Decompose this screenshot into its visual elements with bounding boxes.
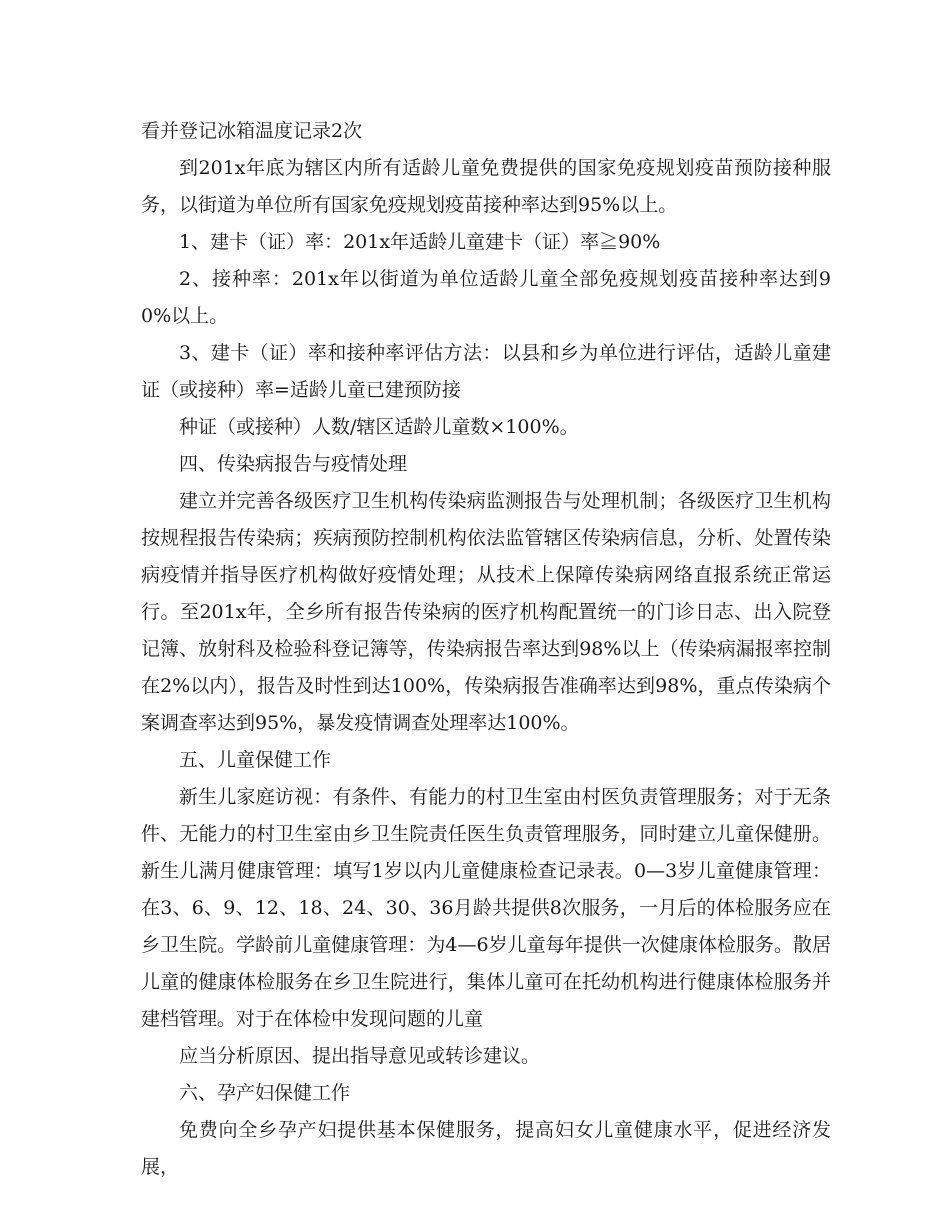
paragraph-evaluation-formula: 种证（或接种）人数/辖区适龄儿童数×100%。 — [179, 416, 579, 438]
section-heading-child-health: 五、儿童保健工作 — [179, 749, 332, 771]
document-body — [141, 113, 831, 1186]
paragraph-vaccination-goal: 到201x年底为辖区内所有适龄儿童免费提供的国家免疫规划疫苗预防接种服务，以街道为单位所有国家免疫规划疫苗接种率达到95%以上。 — [141, 157, 831, 216]
paragraph-vaccination-rate: 2、接种率：201x年以街道为单位适龄儿童全部免疫规划疫苗接种率达到90%以上。 — [141, 268, 831, 327]
paragraph-child-health-followup: 应当分析原因、提出指导意见或转诊建议。 — [179, 1045, 541, 1067]
paragraph-infectious-disease: 建立并完善各级医疗卫生机构传染病监测报告与处理机制；各级医疗卫生机构按规程报告传染病；疾病预防控制机构依法监管辖区传染病信息，分析、处置传染病疫情并指导医疗机构做好疫情处理；从技术上保障传染病网络直报系统正常运行。至201x年，全乡所有报告传染病的医疗机构配置统一的门诊日志、出入院登记簿、放射科及检验科登记簿等，传染病报告率达到98%以上（传染病漏报率控制在2%以内），报告及时性到达100%，传染病报告准确率达到98%，重点传染病个案调查率达到95%，暴发疫情调查处理率达100%。 — [141, 490, 831, 734]
paragraph-continuation: 看并登记冰箱温度记录2次 — [141, 120, 363, 142]
section-heading-infectious-disease: 四、传染病报告与疫情处理 — [179, 453, 408, 475]
paragraph-evaluation-method: 3、建卡（证）率和接种率评估方法：以县和乡为单位进行评估，适龄儿童建证（或接种）率=适龄儿童已建预防接 — [141, 342, 831, 401]
paragraph-child-health: 新生儿家庭访视：有条件、有能力的村卫生室由村医负责管理服务；对于无条件、无能力的村卫生室由乡卫生院责任医生负责管理服务，同时建立儿童保健册。新生儿满月健康管理：填写1岁以内儿童健康检查记录表。0—3岁儿童健康管理：在3、6、9、12、18、24、30、36月龄共提供8次服务，一月后的体检服务应在乡卫生院。学龄前儿童健康管理：为4—6岁儿童每年提供一次健康体检服务。散居儿童的健康体检服务在乡卫生院进行，集体儿童可在托幼机构进行健康体检服务并建档管理。对于在体检中发现问题的儿童 — [141, 786, 831, 1030]
section-heading-maternal-health: 六、孕产妇保健工作 — [179, 1082, 351, 1104]
paragraph-card-rate: 1、建卡（证）率：201x年适龄儿童建卡（证）率≧90% — [179, 231, 661, 253]
paragraph-maternal-health: 免费向全乡孕产妇提供基本保健服务，提高妇女儿童健康水平，促进经济发展， — [141, 1119, 831, 1178]
